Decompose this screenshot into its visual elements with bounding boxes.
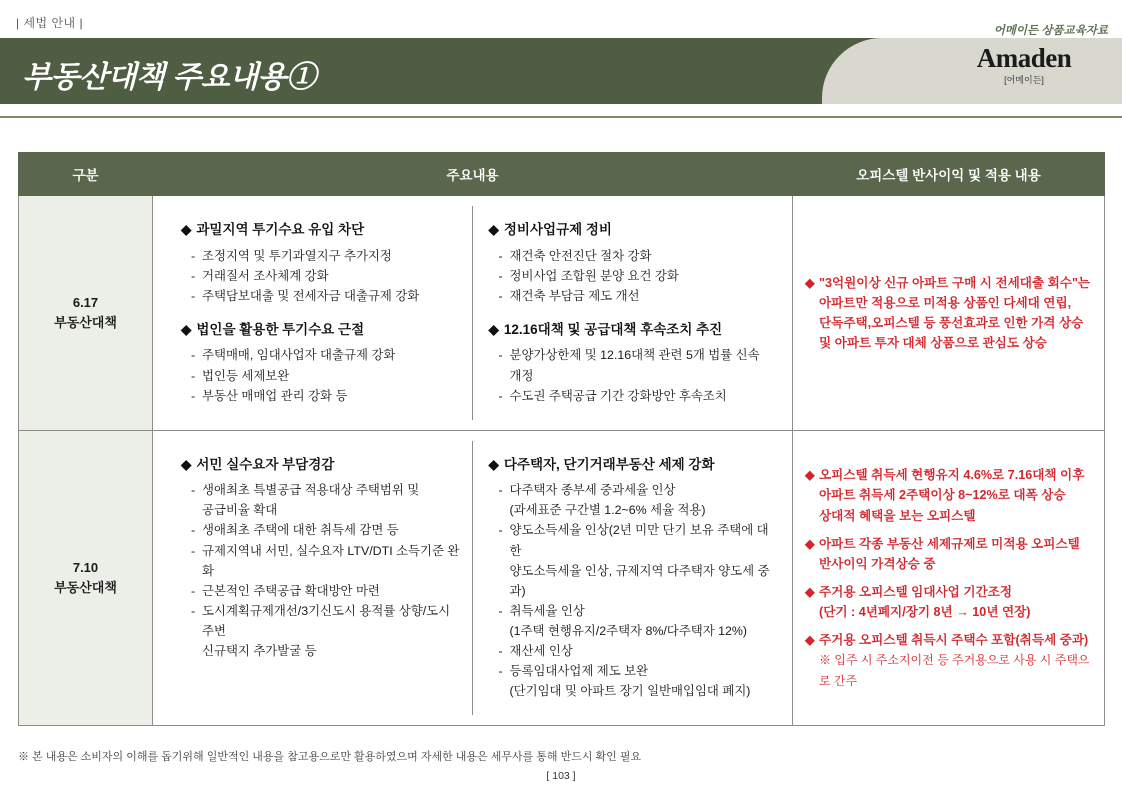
diamond-bullet-icon: ◆: [488, 222, 499, 237]
list-item: - 재산세 인상: [499, 641, 771, 661]
block-heading-label: 정비사업규제 정비: [503, 222, 612, 237]
row-category-line1: 7.10: [72, 560, 99, 576]
block-heading: [181, 455, 462, 475]
logo-subtext: [어메이든]: [1004, 75, 1044, 86]
content-block: [181, 220, 462, 306]
list-item: 양도소득세율 인상, 규제지역 다주택자 양도세 중과): [509, 563, 770, 598]
contents-left-column: [165, 206, 473, 420]
list-item: - 양도소득세율 인상(2년 미만 단기 보유 주택에 대한: [499, 520, 771, 560]
row-contents-cell: [153, 430, 793, 726]
officetel-item: [805, 465, 1092, 525]
officetel-line: 단독주택,오피스텔 등 풍선효과로 인한 가격 상승: [819, 315, 1084, 330]
row-category-cell: [19, 430, 153, 726]
content-block: [489, 220, 771, 306]
block-item-list: [181, 246, 462, 306]
table-body: [19, 196, 1105, 726]
officetel-item: [805, 534, 1092, 574]
row-category-line1: 6.17: [72, 295, 99, 311]
list-item: - 도시계획규제개선/3기신도시 용적률 상향/도시주변: [191, 601, 462, 641]
list-item: - 거래질서 조사체계 강화: [191, 266, 462, 286]
officetel-line: "3억원이상 신규 아파트 구매 시 전세대출 회수"는: [819, 275, 1091, 290]
page-header: [0, 0, 1122, 118]
officetel-line: 상대적 혜택을 보는 오피스텔: [819, 508, 976, 523]
list-item: - 조정지역 및 투기과열지구 추가지정: [191, 246, 462, 266]
logo-text: Amaden: [976, 43, 1072, 73]
list-item: - 주택매매, 임대사업자 대출규제 강화: [191, 345, 462, 365]
diamond-bullet-icon: ◆: [805, 275, 815, 290]
row-contents-cell: [153, 196, 793, 431]
contents-right-column: [473, 441, 781, 716]
diamond-bullet-icon: ◆: [181, 222, 192, 237]
page-number: [ 103 ]: [546, 770, 576, 782]
list-item: - 생애최초 주택에 대한 취득세 감면 등: [191, 520, 462, 540]
contents-left-column: [165, 441, 473, 716]
content-block: [181, 320, 462, 406]
header-topline: | 세법 안내 |: [16, 16, 84, 30]
contents-split: [165, 441, 780, 716]
block-heading: [181, 220, 462, 240]
list-item: - 법인등 세제보완: [191, 366, 462, 386]
diamond-bullet-icon: ◆: [488, 321, 499, 337]
officetel-line: 주거용 오피스텔 임대사업 기간조정: [819, 584, 1012, 599]
diamond-bullet-icon: ◆: [805, 536, 815, 551]
page-title: 부동산대책 주요내용①: [22, 61, 316, 94]
header-brandline: 어메이든 상품교육자료: [993, 25, 1108, 37]
row-category-cell: [19, 196, 153, 431]
list-item: - 취득세율 인상: [499, 601, 771, 621]
contents-right-column: [473, 206, 781, 420]
list-item: (1주택 현행유지/2주택자 8%/다주택자 12%): [509, 623, 748, 638]
block-item-list: [489, 345, 771, 405]
content-block: [181, 455, 462, 661]
policy-table: [18, 152, 1105, 726]
list-item: - 재건축 부담금 제도 개선: [499, 286, 771, 306]
list-item: - 수도권 주택공급 기간 강화방안 후속조치: [499, 386, 771, 406]
officetel-item: [805, 582, 1092, 622]
block-heading-label: 다주택자, 단기거래부동산 세제 강화: [503, 456, 715, 472]
block-heading: [489, 220, 771, 240]
list-item: - 분양가상한제 및 12.16대책 관련 5개 법률 신속 개정: [499, 345, 771, 385]
diamond-bullet-icon: ◆: [488, 456, 499, 472]
list-item: - 등록임대사업제 제도 보완: [499, 661, 771, 681]
list-item: - 부동산 매매업 관리 강화 등: [191, 386, 462, 406]
diamond-bullet-icon: ◆: [181, 321, 192, 337]
diamond-bullet-icon: ◆: [805, 584, 815, 599]
block-heading: [489, 320, 771, 340]
contents-split: [165, 206, 780, 420]
block-item-list: [489, 246, 771, 306]
diamond-bullet-icon: ◆: [181, 456, 192, 472]
officetel-line: 오피스텔 취득세 현행유지 4.6%로 7.16대책 이후: [819, 468, 1085, 483]
column-header-contents: 주요내용: [153, 153, 793, 196]
officetel-line: 주거용 오피스텔 취득시 주택수 포함(취득세 중과): [819, 633, 1089, 648]
row-officetel-cell: [793, 430, 1105, 726]
officetel-line: (단기 : 4년폐지/장기 8년 → 10년 연장): [819, 605, 1031, 620]
table-row: [19, 196, 1105, 431]
list-item: (단기임대 및 아파트 장기 일반매입임대 폐지): [509, 684, 751, 699]
block-item-list: [181, 480, 462, 661]
officetel-line: 아파트 취득세 2주택이상 8~12%로 대폭 상승: [819, 488, 1066, 503]
row-category-line2: 부동산대책: [54, 579, 117, 595]
block-heading-label: 12.16대책 및 공급대책 후속조치 추진: [503, 321, 723, 337]
table-header-row: [19, 153, 1105, 196]
block-heading: [181, 320, 462, 340]
content-block: [489, 455, 771, 702]
table-row: [19, 430, 1105, 726]
list-item: - 다주택자 종부세 중과세율 인상: [499, 480, 771, 500]
officetel-line: 및 아파트 투자 대체 상품으로 관심도 상승: [819, 335, 1047, 350]
footnote: ※ 본 내용은 소비자의 이해를 돕기위해 일반적인 내용을 참고용으로만 활용하였으며 자세한 내용은 세무사를 통해 반드시 확인 필요: [18, 751, 642, 763]
list-item: - 주택담보대출 및 전세자금 대출규제 강화: [191, 286, 462, 306]
list-item: - 근본적인 주택공급 확대방안 마련: [191, 581, 462, 601]
diamond-bullet-icon: ◆: [805, 468, 815, 483]
officetel-item: [805, 630, 1092, 691]
officetel-list: [805, 465, 1092, 691]
list-item: (과세표준 구간별 1.2~6% 세율 적용): [509, 503, 706, 518]
officetel-item: [805, 273, 1092, 354]
list-item: 공급비율 확대: [202, 503, 278, 518]
list-item: - 규제지역내 서민, 실수요자 LTV/DTI 소득기준 완화: [191, 541, 462, 581]
diamond-bullet-icon: ◆: [805, 633, 815, 648]
officetel-list: [805, 273, 1092, 354]
brand-logo: [944, 44, 1104, 86]
officetel-line: 아파트만 적용으로 미적용 상품인 다세대 연립,: [819, 295, 1072, 310]
list-item: - 재건축 안전진단 절차 강화: [499, 246, 771, 266]
row-category-line2: 부동산대책: [54, 314, 117, 330]
column-header-category: 구분: [19, 153, 153, 196]
content-block: [489, 320, 771, 406]
header-divider: [0, 116, 1122, 118]
block-heading: [489, 455, 771, 475]
officetel-line: ※ 입주 시 주소지이전 등 주거용으로 사용 시 주택으로 간주: [819, 653, 1090, 688]
block-item-list: [181, 345, 462, 405]
column-header-officetel: 오피스텔 반사이익 및 적용 내용: [793, 153, 1105, 196]
block-heading-label: 서민 실수요자 부담경감: [196, 456, 335, 472]
list-item: - 정비사업 조합원 분양 요건 강화: [499, 266, 771, 286]
block-item-list: [489, 480, 771, 701]
content-table-wrapper: [18, 152, 1104, 726]
officetel-line: 아파트 각종 부동산 세제규제로 미적용 오피스텔: [819, 536, 1080, 551]
row-officetel-cell: [793, 196, 1105, 431]
block-heading-label: 법인을 활용한 투기수요 근절: [196, 321, 365, 337]
block-heading-label: 과밀지역 투기수요 유입 차단: [196, 222, 365, 237]
officetel-line: 반사이익 가격상승 중: [819, 556, 936, 571]
list-item: - 생애최초 특별공급 적용대상 주택범위 및: [191, 480, 462, 500]
list-item: 신규택지 추가발굴 등: [202, 644, 317, 658]
